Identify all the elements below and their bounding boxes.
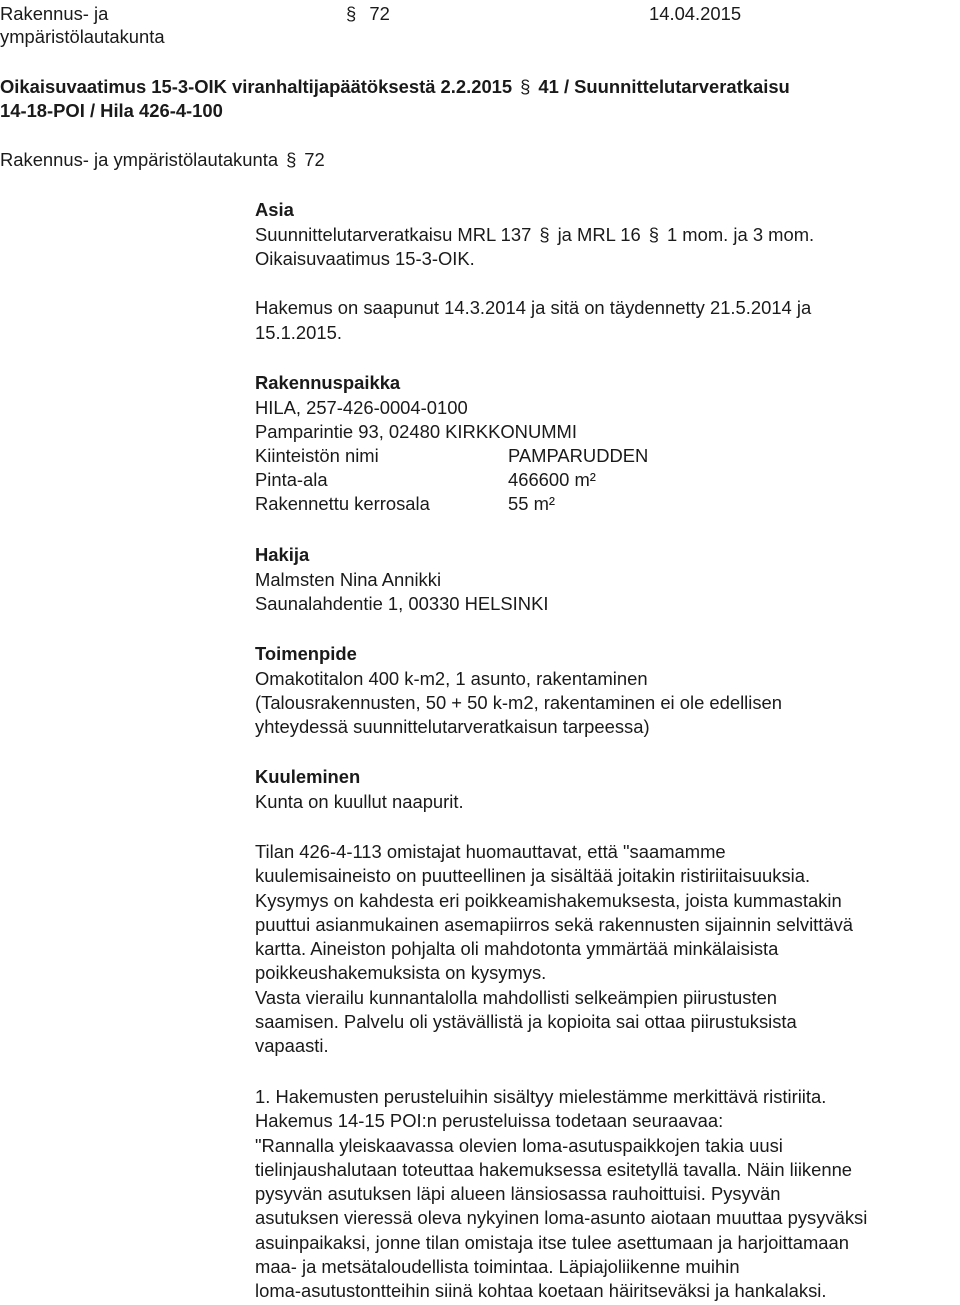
hakija-heading: Hakija xyxy=(255,544,310,565)
kuuleminen-heading: Kuuleminen xyxy=(255,766,361,787)
paragraph-line: asuinpaikaksi, jonne tilan omistaja itse tulee asettumaan ja harjoittamaan xyxy=(255,1232,849,1253)
rakennuspaikka-heading: Rakennuspaikka xyxy=(255,372,401,393)
paragraph-line: "Rannalla yleiskaavassa olevien loma-asutuspaikkojen takia uusi xyxy=(255,1135,783,1156)
asia-text: 1 mom. ja 3 mom. xyxy=(666,224,815,245)
asia-text: ja MRL 16 xyxy=(557,224,641,245)
paragraph-line: maa- ja metsätaloudellista toimintaa. Läpiajoliikenne muihin xyxy=(255,1256,740,1277)
toimenpide-line: (Talousrakennusten, 50 + 50 k-m2, rakentaminen ei ole edellisen xyxy=(255,692,782,713)
asia-text: Suunnittelutarveratkaisu MRL 137 xyxy=(255,224,532,245)
toimenpide-heading: Toimenpide xyxy=(255,643,357,664)
asia-heading: Asia xyxy=(255,199,294,220)
paragraph-line: kuulemisaineisto on puutteellinen ja sisältää joitakin ristiriitaisuuksia. xyxy=(255,865,811,886)
hakemus-line2: 15.1.2015. xyxy=(255,322,342,343)
property-value: 55 m² xyxy=(508,493,556,514)
paragraph-line: Kysymys on kahdesta eri poikkeamishakemuksesta, joista kummastakin xyxy=(255,890,842,911)
section-ref xyxy=(346,3,390,25)
property-label: Kiinteistön nimi xyxy=(255,445,379,466)
subheader-number: 72 xyxy=(304,149,325,170)
rakennuspaikka-line2: Pamparintie 93, 02480 KIRKKONUMMI xyxy=(255,421,577,442)
hakija-line2: Saunalahdentie 1, 00330 HELSINKI xyxy=(255,593,549,614)
toimenpide-line: Omakotitalon 400 k-m2, 1 asunto, rakentaminen xyxy=(255,668,648,689)
paragraph-line: vapaasti. xyxy=(255,1035,329,1056)
paragraph-line: saamisen. Palvelu oli ystävällistä ja kopioita sai ottaa piirustuksista xyxy=(255,1011,797,1032)
paragraph-line: asutuksen vieressä oleva nykyinen loma-asunto aiotaan muuttaa pysyväksi xyxy=(255,1207,868,1228)
subheader-text: Rakennus- ja ympäristölautakunta xyxy=(0,149,279,170)
paragraph-line: kartta. Aineiston pohjalta oli mahdotonta ymmärtää minkälaisista xyxy=(255,938,779,959)
doc-title-part: 41 / Suunnittelutarveratkaisu xyxy=(538,76,790,97)
paragraph-line: puuttui asianmukainen asemapiirros sekä rakennusten sijainnin selvittävä xyxy=(255,914,854,935)
org-name-line2: ympäristölautakunta xyxy=(0,26,165,47)
property-label: Pinta-ala xyxy=(255,469,328,490)
asia-line1 xyxy=(255,223,814,247)
paragraph-line: 1. Hakemusten perusteluihin sisältyy mielestämme merkittävä ristiriita. xyxy=(255,1086,827,1107)
toimenpide-line: yhteydessä suunnittelutarveratkaisun tarpeessa) xyxy=(255,716,650,737)
section-symbol: § xyxy=(648,224,659,245)
doc-title-part: Oikaisuvaatimus 15-3-OIK viranhaltijapäätöksestä 2.2.2015 xyxy=(0,76,513,97)
paragraph-line: tielinjaushalutaan toteuttaa hakemuksessa esitetyllä tavalla. Näin liikenne xyxy=(255,1159,853,1180)
asia-line2: Oikaisuvaatimus 15-3-OIK. xyxy=(255,248,475,269)
section-symbol: § xyxy=(520,76,531,97)
paragraph-line: Vasta vierailu kunnantalolla mahdollisti selkeämpien piirustusten xyxy=(255,987,778,1008)
property-label: Rakennettu kerrosala xyxy=(255,493,430,514)
org-name-line1: Rakennus- ja xyxy=(0,3,109,24)
header-date: 14.04.2015 xyxy=(649,3,742,24)
section-symbol: § xyxy=(286,149,297,170)
kuuleminen-line: Kunta on kuullut naapurit. xyxy=(255,791,464,812)
property-value: 466600 m² xyxy=(508,469,596,490)
property-value: PAMPARUDDEN xyxy=(508,445,649,466)
section-number: 72 xyxy=(369,3,390,24)
paragraph-line: poikkeushakemuksista on kysymys. xyxy=(255,962,547,983)
paragraph-line: pysyvän asutuksen läpi alueen länsiosassa rauhoittuisi. Pysyvän xyxy=(255,1183,781,1204)
doc-title-line2: 14-18-POI / Hila 426-4-100 xyxy=(0,100,223,121)
section-symbol: § xyxy=(539,224,550,245)
paragraph-line: loma-asutustontteihin siinä kohtaa koetaan häiritseväksi ja hankalaksi. xyxy=(255,1280,827,1301)
paragraph-line: Hakemus 14-15 POI:n perusteluissa todetaan seuraavaa: xyxy=(255,1110,724,1131)
rakennuspaikka-line1: HILA, 257-426-0004-0100 xyxy=(255,397,468,418)
section-symbol: § xyxy=(346,3,357,24)
hakemus-line1: Hakemus on saapunut 14.3.2014 ja sitä on täydennetty 21.5.2014 ja xyxy=(255,297,812,318)
paragraph-line: Tilan 426-4-113 omistajat huomauttavat, että "saamamme xyxy=(255,841,726,862)
subheader xyxy=(0,149,325,171)
doc-title-line1 xyxy=(0,76,790,98)
hakija-line1: Malmsten Nina Annikki xyxy=(255,569,442,590)
